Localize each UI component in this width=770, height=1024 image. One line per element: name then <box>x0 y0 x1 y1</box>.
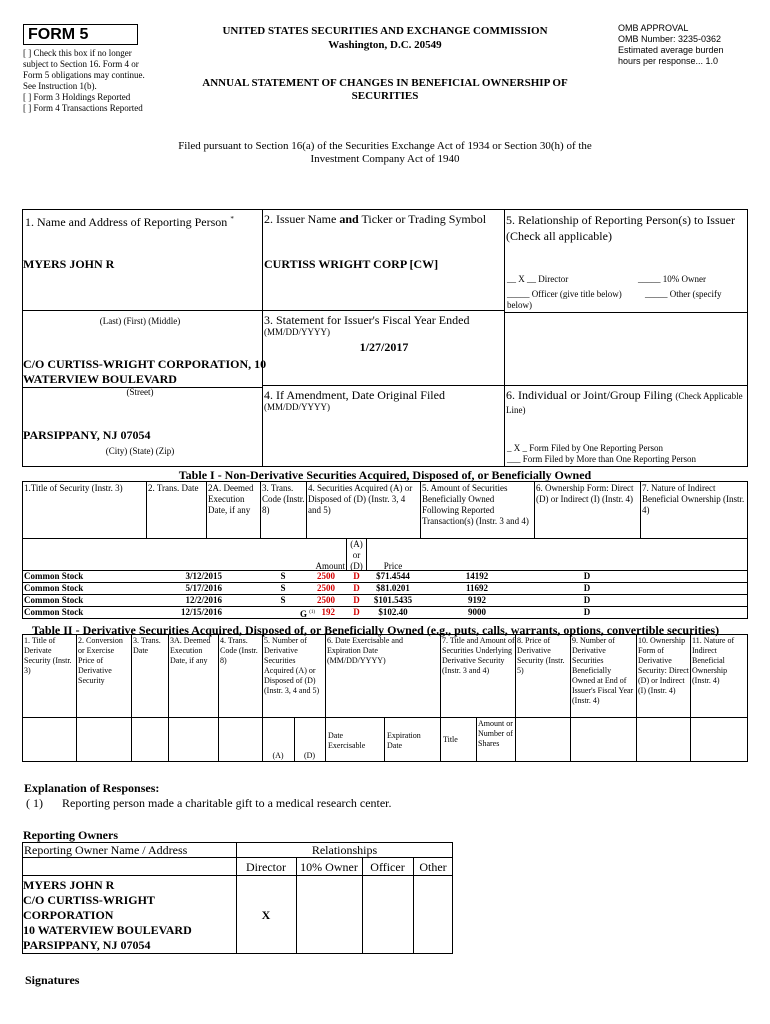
t1-h-title: 1.Title of Security (Instr. 3) <box>24 483 123 493</box>
omb-line: hours per response... 1.0 <box>618 56 719 66</box>
reporting-person-street: C/O CURTISS-WRIGHT CORPORATION, 10 WATERVIEW BOULEVARD <box>23 357 267 386</box>
omb-line: Estimated average burden <box>618 45 724 55</box>
footnote-mark: * <box>230 215 234 223</box>
explanation-heading: Explanation of Responses: <box>24 781 160 795</box>
statement-value: 1/27/2017 <box>359 340 409 354</box>
statement-label: 3. Statement for Issuer's Fiscal Year Ended <box>264 313 470 327</box>
form-title-box <box>23 24 138 45</box>
filed-pursuant: Filed pursuant to Section 16(a) of the Securities Exchange Act of 1934 or Section 30(h) of the Investment Company Act of 1940 <box>178 140 592 165</box>
owner-director-mark: X <box>261 908 271 922</box>
relationship-ten-pct[interactable]: _____ 10% Owner <box>638 274 706 284</box>
owners-heading: Reporting Owners <box>23 828 118 842</box>
t2-h-date: 3. Trans. Date <box>133 636 161 655</box>
check-note-form3[interactable]: [ ] Form 3 Holdings Reported <box>23 92 131 102</box>
t1-h-date: 2. Trans. Date <box>148 483 199 493</box>
omb-approval <box>618 23 758 67</box>
t2-h-nature: 11. Nature of Indirect Beneficial Ownership (Instr. 4) <box>692 636 735 685</box>
relationship-label: 5. Relationship of Reporting Person(s) to Issuer (Check all applicable) <box>506 213 735 243</box>
name-caption: (Last) (First) (Middle) <box>99 316 181 326</box>
check-note-form4[interactable]: [ ] Form 4 Transactions Reported <box>23 103 143 113</box>
t2-h-form: 10. Ownership Form of Derivative Security: Direct (D) or Indirect (I) (Instr. 4) <box>638 636 689 695</box>
t2-sub-exp: Expiration Date <box>387 731 421 750</box>
filing-label: 6. Individual or Joint/Group Filing (Check Applicable Line) <box>506 388 743 415</box>
relationship-director[interactable]: __ X __ Director <box>507 274 569 284</box>
amendment-format: (MM/DD/YYYY) <box>264 402 330 412</box>
t2-h-conversion: 2. Conversion or Exercise Price of Derivative Security <box>78 636 123 685</box>
owners-col-name: Reporting Owner Name / Address <box>24 843 188 857</box>
t1-h-form: 6. Ownership Form: Direct (D) or Indirect (I) (Instr. 4) <box>536 483 634 504</box>
t2-h-number: 5. Number of Derivative Securities Acquired (A) or Disposed of (D) (Instr. 3, 4 and 5) <box>264 636 320 695</box>
t1-h-nature: 7. Nature of Indirect Beneficial Ownership (Instr. 4) <box>642 483 745 515</box>
t1-sub-amount: Amount <box>315 561 345 571</box>
owners-col-relationships: Relationships <box>311 843 378 857</box>
issuer-label: 2. Issuer Name and Ticker or Trading Symbol <box>264 212 487 226</box>
reporting-person-name: MYERS JOHN R <box>23 257 115 271</box>
t2-sub-amount: Amount or Number of Shares <box>478 719 513 748</box>
relationship-other[interactable]: _____ Other (specify below) <box>507 289 722 310</box>
agency-location: Washington, D.C. 20549 <box>328 39 442 51</box>
owners-col-director: Director <box>246 860 286 874</box>
t1-sub-ad: (A) or (D) <box>350 539 363 571</box>
reporting-person-label: 1. Name and Address of Reporting Person * <box>25 215 234 229</box>
t1-sub-price: Price <box>383 561 403 571</box>
table2-title: Table II - Derivative Securities Acquired, Disposed of, or Beneficially Owned (e.g., puts, calls, warrants, options, convertible securities) <box>32 623 720 637</box>
t2-h-title: 1. Title of Derivate Security (Instr. 3) <box>24 636 72 675</box>
owners-col-other: Other <box>419 860 447 874</box>
t2-sub-a: (A) <box>272 751 284 760</box>
t2-h-price: 8. Price of Derivative Security (Instr. 5) <box>517 636 565 675</box>
t1-h-code: 3. Trans. Code (Instr. 8) <box>262 483 305 515</box>
t1-h-deemed: 2A. Deemed Execution Date, if any <box>208 483 254 515</box>
reporting-person-city: PARSIPPANY, NJ 07054 <box>23 428 151 442</box>
check-note-section16[interactable]: [ ] Check this box if no longer subject to Section 16. Form 4 or Form 5 obligations may continue. See Instruction 1(b). <box>23 48 145 91</box>
amendment-label: 4. If Amendment, Date Original Filed <box>264 388 445 402</box>
owner-address: MYERS JOHN R C/O CURTISS-WRIGHT CORPORATION 10 WATERVIEW BOULEVARD PARSIPPANY, NJ 07054 <box>23 878 192 952</box>
omb-line: OMB Number: 3235-0362 <box>618 34 722 44</box>
omb-line: OMB APPROVAL <box>618 23 689 33</box>
check-notes <box>23 48 151 114</box>
table1-title: Table I - Non-Derivative Securities Acquired, Disposed of, or Beneficially Owned <box>178 468 592 482</box>
agency-name: UNITED STATES SECURITIES AND EXCHANGE COMMISSION <box>222 25 548 37</box>
statement-title: ANNUAL STATEMENT OF CHANGES IN BENEFICIAL OWNERSHIP OF SECURITIES <box>202 77 568 102</box>
filing-more[interactable]: ___ Form Filed by More than One Reporting Person <box>507 454 696 464</box>
explanation-num: ( 1) <box>26 796 43 810</box>
t1-h-acquired: 4. Securities Acquired (A) or Disposed of (D) (Instr. 3, 4 and 5) <box>308 483 413 515</box>
t1-h-owned: 5. Amount of Securities Beneficially Owned Following Reported Transaction(s) (Instr. 3 and 4) <box>422 483 529 526</box>
t2-sub-title: Title <box>443 735 458 744</box>
owners-col-officer: Officer <box>370 860 405 874</box>
t2-h-deemed: 3A. Deemed Execution Date, if any <box>170 636 211 665</box>
statement-format: (MM/DD/YYYY) <box>264 327 330 337</box>
owners-col-ten-pct: 10% Owner <box>300 860 358 874</box>
t2-h-owned: 9. Number of Derivative Securities Beneficially Owned at End of Issuer's Fiscal Year (Instr. 4) <box>572 636 634 705</box>
table-row: Common Stock 3/12/2015 S 2500 D $71.4544 14192 D Common Stock 5/17/2016 S 2500 D $81.0201 11692 D Common Stock 12/2/2016 S 2500 D $101.5435 9192 D Common Stock 12/15/2016 G $^{(1)}$ 192 D $102.40 9000 D <box>22 571 748 619</box>
t2-sub-date-ex: Date Exercisable <box>328 731 366 750</box>
filing-one[interactable]: _ X _ Form Filed by One Reporting Person <box>507 443 663 453</box>
form-title: FORM 5 <box>28 26 89 43</box>
street-caption: (Street) <box>126 387 154 397</box>
issuer-value: CURTISS WRIGHT CORP [CW] <box>264 257 439 271</box>
t2-h-exercisable: 6. Date Exercisable and Expiration Date (MM/DD/YYYY) <box>327 636 403 665</box>
relationship-officer[interactable]: _____ Officer (give title below) <box>507 289 622 299</box>
explanation-text: Reporting person made a charitable gift to a medical research center. <box>62 796 392 810</box>
t2-sub-d: (D) <box>303 751 316 760</box>
t2-h-code: 4. Trans. Code (Instr. 8) <box>220 636 258 665</box>
t2-h-underlying: 7. Title and Amount of Securities Underlying Derivative Security (Instr. 3 and 4) <box>442 636 515 675</box>
signatures-heading: Signatures <box>25 973 80 987</box>
city-caption: (City) (State) (Zip) <box>105 446 175 456</box>
